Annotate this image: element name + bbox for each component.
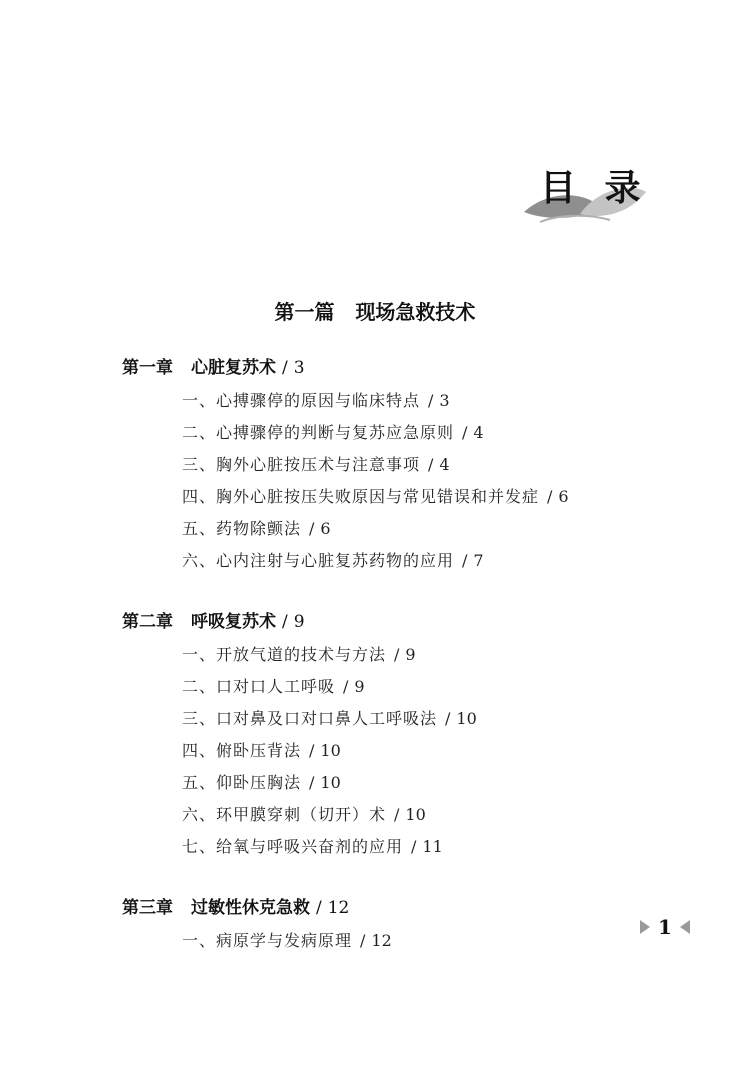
item-text: 四、俯卧压背法 xyxy=(182,741,302,760)
toc-item[interactable]: 五、仰卧压胸法 / 10 xyxy=(182,773,341,792)
chapter-title: 过敏性休克急救 xyxy=(191,898,310,918)
separator: / xyxy=(316,898,322,918)
chapter-2 xyxy=(122,607,682,863)
toc-item[interactable]: 六、环甲膜穿刺（切开）术 / 10 xyxy=(182,805,426,824)
toc-item[interactable]: 一、心搏骤停的原因与临床特点 / 3 xyxy=(182,391,450,410)
item-text: 五、仰卧压胸法 xyxy=(182,773,302,792)
chapter-1 xyxy=(122,353,682,577)
toc-item[interactable]: 七、给氧与呼吸兴奋剂的应用 / 11 xyxy=(182,837,443,856)
item-page: 4 xyxy=(439,455,450,474)
item-text: 二、口对口人工呼吸 xyxy=(182,677,336,696)
item-page: 9 xyxy=(354,677,365,696)
item-text: 六、环甲膜穿刺（切开）术 xyxy=(182,805,387,824)
item-page: 11 xyxy=(422,837,443,856)
arrow-right-icon xyxy=(640,920,650,934)
chapter-number: 第一章 xyxy=(122,358,173,378)
toc-title: 目 录 xyxy=(540,167,649,209)
part-name: 现场急救技术 xyxy=(355,300,476,324)
toc-item[interactable]: 二、口对口人工呼吸 / 9 xyxy=(182,677,365,696)
page-number-marker xyxy=(640,914,690,940)
chapter-page: 12 xyxy=(327,898,350,918)
toc-item[interactable]: 一、病原学与发病原理 / 12 xyxy=(182,931,392,950)
page-number: 1 xyxy=(658,915,672,939)
item-page: 12 xyxy=(371,931,392,950)
item-page: 7 xyxy=(473,551,484,570)
item-text: 五、药物除颤法 xyxy=(182,519,302,538)
item-page: 6 xyxy=(320,519,331,538)
chapter-number: 第三章 xyxy=(122,898,173,918)
separator: / xyxy=(282,612,288,632)
item-page: 3 xyxy=(439,391,450,410)
chapter-3 xyxy=(122,893,682,957)
item-page: 4 xyxy=(473,423,484,442)
item-text: 三、口对鼻及口对口鼻人工呼吸法 xyxy=(182,709,438,728)
item-page: 10 xyxy=(320,773,341,792)
item-text: 六、心内注射与心脏复苏药物的应用 xyxy=(182,551,455,570)
toc-item[interactable]: 一、开放气道的技术与方法 / 9 xyxy=(182,645,416,664)
toc-item[interactable]: 四、胸外心脏按压失败原因与常见错误和并发症 / 6 xyxy=(182,487,569,506)
toc-item[interactable]: 三、口对鼻及口对口鼻人工呼吸法 / 10 xyxy=(182,709,477,728)
toc-item[interactable]: 四、俯卧压背法 / 10 xyxy=(182,741,341,760)
chapter-page: 3 xyxy=(293,358,305,378)
separator: / xyxy=(282,358,288,378)
item-page: 10 xyxy=(320,741,341,760)
item-page: 10 xyxy=(405,805,426,824)
chapter-title: 呼吸复苏术 xyxy=(191,612,276,632)
item-text: 一、心搏骤停的原因与临床特点 xyxy=(182,391,421,410)
part-number: 第一篇 xyxy=(274,300,335,324)
arrow-left-icon xyxy=(680,920,690,934)
toc-item[interactable]: 三、胸外心脏按压术与注意事项 / 4 xyxy=(182,455,450,474)
item-text: 一、开放气道的技术与方法 xyxy=(182,645,387,664)
item-text: 七、给氧与呼吸兴奋剂的应用 xyxy=(182,837,404,856)
item-page: 6 xyxy=(558,487,569,506)
item-page: 10 xyxy=(456,709,477,728)
item-text: 一、病原学与发病原理 xyxy=(182,931,353,950)
chapter-heading[interactable] xyxy=(122,893,682,923)
chapter-heading[interactable] xyxy=(122,353,682,383)
chapter-number: 第二章 xyxy=(122,612,173,632)
chapter-page: 9 xyxy=(293,612,305,632)
item-page: 9 xyxy=(405,645,416,664)
toc-header xyxy=(520,150,655,230)
chapter-heading[interactable] xyxy=(122,607,682,637)
item-text: 二、心搏骤停的判断与复苏应急原则 xyxy=(182,423,455,442)
toc-item[interactable]: 二、心搏骤停的判断与复苏应急原则 / 4 xyxy=(182,423,484,442)
item-text: 三、胸外心脏按压术与注意事项 xyxy=(182,455,421,474)
chapter-title: 心脏复苏术 xyxy=(191,358,276,378)
item-text: 四、胸外心脏按压失败原因与常见错误和并发症 xyxy=(182,487,540,506)
toc-item[interactable]: 五、药物除颤法 / 6 xyxy=(182,519,331,538)
toc-item[interactable]: 六、心内注射与心脏复苏药物的应用 / 7 xyxy=(182,551,484,570)
part-title xyxy=(0,296,750,325)
